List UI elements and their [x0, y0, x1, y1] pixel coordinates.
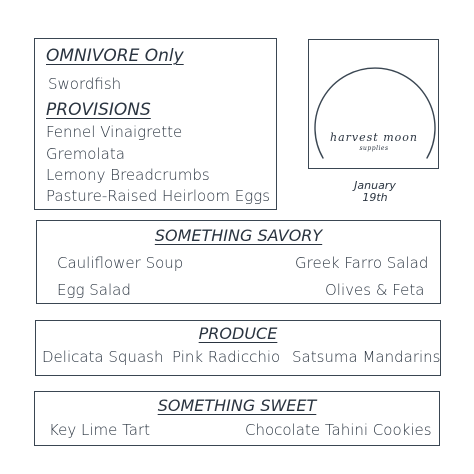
savory-item: Olives & Feta [325, 281, 425, 299]
savory-item: Egg Salad [57, 281, 131, 299]
provision-item: Pasture-Raised Heirloom Eggs [46, 187, 271, 205]
sweet-item: Key Lime Tart [49, 421, 151, 439]
logo-wordmark: harvest moon [330, 131, 418, 144]
sweet-item: Chocolate Tahini Cookies [245, 421, 432, 439]
provision-item: Lemony Breadcrumbs [46, 166, 210, 184]
produce-item: Satsuma Mandarins [292, 348, 441, 366]
omnivore-item: Swordfish [48, 75, 122, 93]
savory-item: Greek Farro Salad [295, 254, 429, 272]
savory-heading: SOMETHING SAVORY [154, 226, 323, 245]
logo-tagline: supplies [359, 145, 389, 152]
sweet-heading: SOMETHING SWEET [157, 396, 317, 415]
produce-item: Pink Radicchio [172, 348, 281, 366]
provision-item: Gremolata [46, 145, 125, 163]
produce-item: Delicata Squash [42, 348, 164, 366]
omnivore-heading: OMNIVORE Only [46, 46, 184, 66]
provisions-heading: PROVISIONS [46, 100, 151, 120]
provision-item: Fennel Vinaigrette [46, 123, 183, 141]
date-month: January [354, 179, 396, 192]
date-day: 19th [362, 191, 388, 204]
savory-item: Cauliflower Soup [57, 254, 184, 272]
produce-heading: PRODUCE [198, 324, 278, 343]
